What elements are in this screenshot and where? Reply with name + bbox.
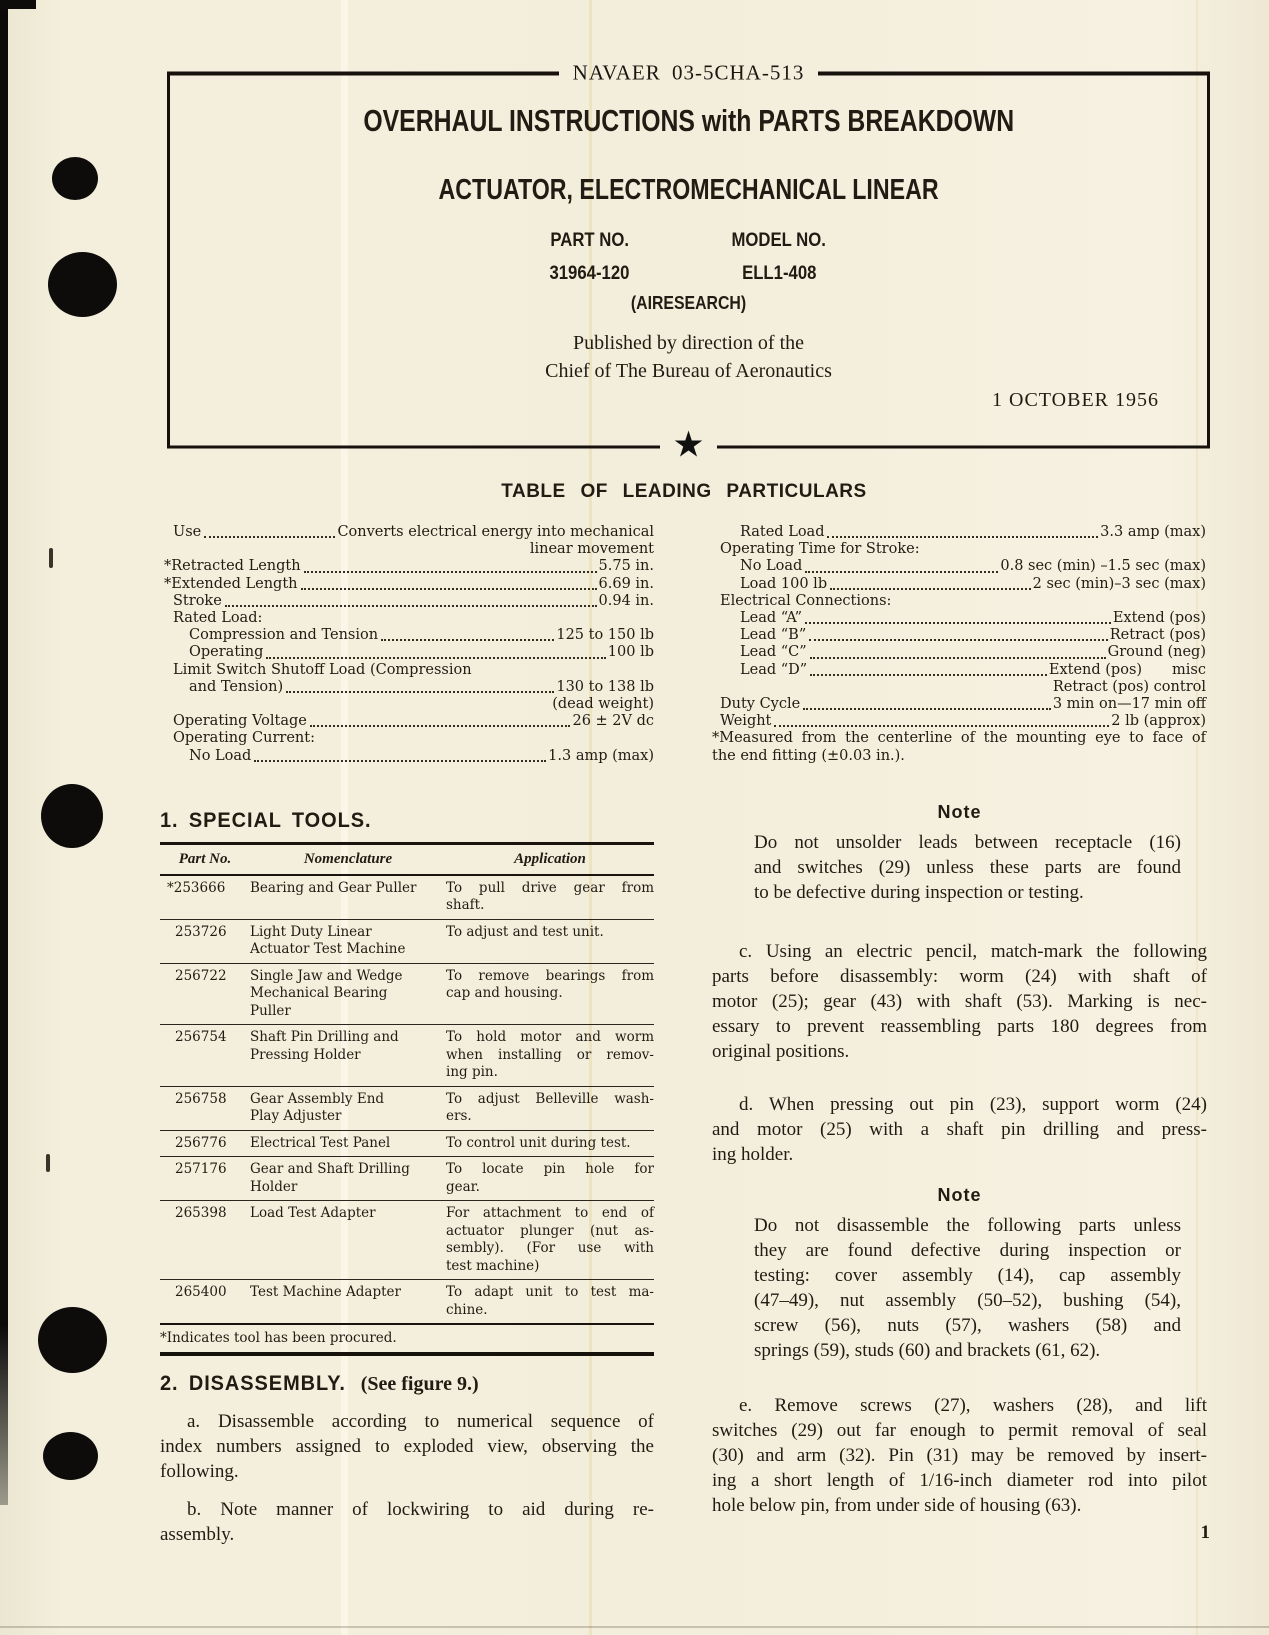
- particulars-continuation: (dead weight): [552, 696, 654, 713]
- column-header-application: Application: [514, 851, 586, 867]
- particulars-right-list: [712, 524, 1206, 765]
- dot-leader: [310, 725, 571, 727]
- table-row: 256758 Gear Assembly End Play Adjuster To adjust Belleville wash- ers.: [160, 1086, 654, 1130]
- particulars-row: Compression and Tension 125 to 150 lb: [189, 627, 654, 644]
- particulars-title: TABLE OF LEADING PARTICULARS: [501, 481, 867, 502]
- particulars-row: Operating Time for Stroke:: [720, 541, 920, 558]
- paragraph-b: b. Note manner of lockwiring to aid during re- assembly.: [160, 1499, 654, 1545]
- particulars-row: *Extended Length 6.69 in.: [164, 575, 654, 592]
- particulars-row: Rated Load:: [173, 610, 263, 627]
- part-no-value: 31964-120: [549, 263, 630, 284]
- part-number-column: [544, 230, 635, 285]
- table-row: 256776 Electrical Test Panel To control unit during test.: [160, 1130, 654, 1157]
- paragraph-d: d. When pressing out pin (23), support worm (24) and motor (25) with a shaft pin drilling and press- ing holder.: [712, 1094, 1207, 1165]
- dot-leader: [304, 571, 597, 573]
- paragraph-e: e. Remove screws (27), washers (28), and lift switches (29) out far enough to permit removal of seal (30) and arm (32). Pin (31) may be removed by insert- ing a short length of 1/16-inch diameter rod into pilot hole below pin, from under side of housing (63).: [712, 1395, 1207, 1516]
- dot-leader: [805, 622, 1111, 624]
- dot-leader: [266, 657, 605, 659]
- particulars-row: and Tension) 130 to 138 lb: [189, 678, 654, 695]
- doc-number: NAVAER 03-5CHA-513: [572, 60, 805, 85]
- particulars-row: Operating Current:: [173, 730, 315, 747]
- publication-date: 1 OCTOBER 1956: [992, 389, 1159, 411]
- table-footnote: *Indicates tool has been procured.: [160, 1330, 397, 1346]
- model-number-column: [725, 230, 832, 285]
- paragraph-a: a. Disassemble according to numerical sequence of index numbers assigned to exploded view, observing the following.: [160, 1411, 654, 1482]
- particulars-row: Stroke 0.94 in.: [173, 592, 654, 609]
- particulars-row: Limit Switch Shutoff Load (Compression: [173, 661, 472, 678]
- section-divider-rule: [160, 1352, 654, 1356]
- column-header-part-no: Part No.: [178, 851, 232, 867]
- note-body: Do not unsolder leads between receptacle (16) and switches (29) unless these parts are found to be defective during inspection or testing.: [754, 832, 1181, 903]
- dot-leader: [809, 639, 1108, 641]
- table-row: 256722 Single Jaw and Wedge Mechanical Bearing Puller To remove bearings from cap and housing.: [160, 963, 654, 1025]
- dot-leader: [204, 536, 335, 538]
- special-tools-heading: 1. SPECIAL TOOLS.: [160, 809, 372, 832]
- scan-edge-artifact: [0, 0, 8, 1505]
- manufacturer: (AIRESEARCH): [630, 293, 747, 313]
- binder-hole-mark: [38, 1307, 107, 1373]
- part-model-row: [170, 230, 1207, 285]
- ink-speck: [46, 1154, 50, 1172]
- note-heading: Note: [937, 1185, 982, 1205]
- dot-leader: [830, 588, 1031, 590]
- ink-speck: [49, 548, 53, 568]
- model-no-value: ELL1-408: [741, 263, 817, 284]
- model-no-label: MODEL NO.: [731, 230, 827, 251]
- binder-hole-mark: [48, 252, 117, 317]
- scan-bottom-shadow: [0, 1626, 1269, 1628]
- dot-leader: [810, 674, 1047, 676]
- binder-hole-mark: [43, 1432, 98, 1480]
- table-row: 265400 Test Machine Adapter To adapt unit to test ma- chine.: [160, 1279, 654, 1323]
- page-number: 1: [1200, 1522, 1210, 1543]
- dot-leader: [803, 708, 1051, 710]
- table-header-row: [160, 845, 654, 876]
- particulars-row: Load 100 lb 2 sec (min)–3 sec (max): [740, 575, 1206, 592]
- particulars-row: Electrical Connections:: [720, 592, 892, 609]
- dot-leader: [286, 691, 554, 693]
- horizontal-rule: [167, 446, 660, 449]
- particulars-row: Duty Cycle 3 min on—17 min off: [720, 696, 1206, 713]
- particulars-row: Lead “D” Extend (pos) misc: [740, 661, 1206, 678]
- page-subtitle: ACTUATOR, ELECTROMECHANICAL LINEAR: [438, 174, 939, 206]
- table-row: 253726 Light Duty Linear Actuator Test Machine To adjust and test unit.: [160, 919, 654, 963]
- particulars-row: Lead “C” Ground (neg): [740, 644, 1206, 661]
- dot-leader: [810, 657, 1106, 659]
- dot-leader: [827, 536, 1098, 538]
- page-title: OVERHAUL INSTRUCTIONS with PARTS BREAKDOWN: [363, 103, 1014, 138]
- particulars-row: Weight 2 lb (approx): [720, 713, 1206, 730]
- horizontal-rule: [167, 71, 559, 75]
- particulars-row: No Load 0.8 sec (min) –1.5 sec (max): [740, 558, 1206, 575]
- special-tools-table: [160, 842, 654, 1325]
- particulars-lists: [160, 524, 1208, 765]
- title-block-top-rule: [167, 61, 1210, 86]
- table-row: 257176 Gear and Shaft Drilling Holder To locate pin hole for gear.: [160, 1156, 654, 1200]
- binder-hole-mark: [41, 784, 103, 848]
- table-row: 265398 Load Test Adapter For attachment to end of actuator plunger (nut as- sembly). (For use with test machine): [160, 1200, 654, 1279]
- published-by: Published by direction of the Chief of The Bureau of Aeronautics: [545, 332, 832, 382]
- particulars-row: Operating 100 lb: [189, 644, 654, 661]
- note-body: Do not disassemble the following parts unless they are found defective during inspection or testing: cover assembly (14), cap assembly (47–49), nut assembly (50–52), bushing (54), screw (56), nuts (57), washers (58) and springs (59), studs (60) and brackets (61, 62).: [754, 1215, 1181, 1361]
- particulars-continuation: linear movement: [529, 541, 654, 558]
- table-row: 256754 Shaft Pin Drilling and Pressing Holder To hold motor and worm when installing or remov- ing pin.: [160, 1024, 654, 1086]
- dot-leader: [805, 571, 998, 573]
- particulars-row: Use Converts electrical energy into mechanical: [173, 524, 654, 540]
- dot-leader: [225, 605, 597, 607]
- particulars-row: Operating Voltage 26 ± 2V dc: [173, 713, 654, 730]
- particulars-row: Rated Load 3.3 amp (max): [740, 524, 1206, 540]
- particulars-row: *Retracted Length 5.75 in.: [164, 558, 654, 575]
- figure-reference: (See figure 9.): [360, 1373, 479, 1395]
- scan-corner-artifact: [0, 0, 36, 9]
- particulars-row: Lead “A” Extend (pos): [740, 610, 1206, 627]
- dot-leader: [254, 760, 546, 762]
- dot-leader: [381, 639, 554, 641]
- right-column: [712, 788, 1207, 1518]
- left-column: [160, 800, 654, 1547]
- dot-leader: [774, 725, 1109, 727]
- horizontal-rule: [818, 71, 1210, 75]
- particulars-row: No Load 1.3 amp (max): [189, 747, 654, 764]
- part-no-label: PART NO.: [550, 230, 630, 251]
- particulars-footnote: *Measured from the centerline of the mounting eye to face of the end fitting (±0.03 in.).: [712, 730, 1206, 764]
- particulars-row: Lead “B” Retract (pos): [740, 627, 1206, 644]
- dot-leader: [301, 588, 597, 590]
- horizontal-rule: [717, 446, 1210, 449]
- note-heading: Note: [937, 802, 982, 822]
- title-block-bottom-rule: ★: [167, 446, 1210, 449]
- title-block-box: [167, 60, 1210, 466]
- paragraph-c: c. Using an electric pencil, match-mark the following parts before disassembly: worm (24) with shaft of motor (25); gear (43) with shaft (53). Marking is nec- essary to prevent reassembling parts 180 degrees from original positions.: [712, 941, 1207, 1062]
- particulars-continuation: Retract (pos) control: [1052, 678, 1206, 695]
- table-row: *253666 Bearing and Gear Puller To pull drive gear from shaft.: [167, 879, 654, 913]
- column-header-nomenclature: Nomenclature: [303, 851, 393, 867]
- particulars-left-list: [160, 524, 654, 765]
- disassembly-heading: 2. DISASSEMBLY. (See figure 9.): [160, 1372, 479, 1395]
- binder-hole-mark: [52, 157, 98, 200]
